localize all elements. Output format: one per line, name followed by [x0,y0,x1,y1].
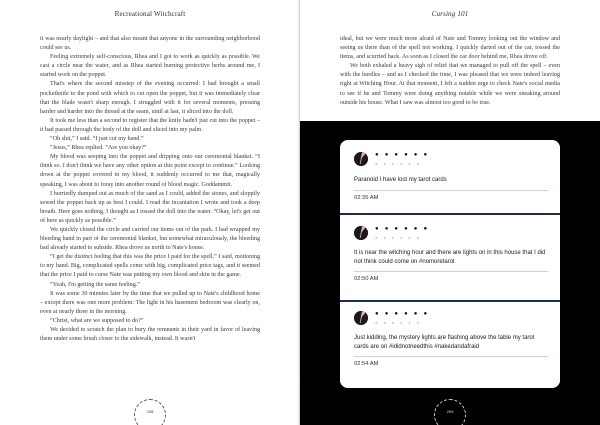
page-number: 209 [446,409,454,414]
body-text [340,35,560,108]
post-timestamp: 02:35 AM [354,195,379,201]
paragraph: It was some 30 minutes later by the time that we pulled up to Nate's childhood home – except there was one more problem: The light in his basement bedroom was clearly on, even at nearly three in the morning. [40,290,260,315]
paragraph: We both exhaled a heavy sigh of relief that we managed to pull off the spell – even with the hurdles – and as I checked the time, I was pleased that we were indeed leaving right at Witching Hour. At that moment, I felt a sudden urge to check Nate's social media to see if he and Tommy were doing anything notable while we were sneaking around outside his house. What I saw was almost too good to be true. [340,63,560,106]
paragraph: “Yeah, I'm getting the same feeling.” [50,281,140,288]
post-timestamp: 02:50 AM [354,276,379,282]
paragraph: I hurriedly dumped out as much of the sand as I could, added the stones, and sloppily sewed the poppet back up as best I could. I read the incantation I wrote and took a deep breath. Here goes nothing, I thought as I tossed the doll into the water. “Okay, let's get out of here as quickly as possible.” [40,190,260,224]
redacted-name: ● ● ● ● ● ● [375,311,430,317]
post-separator [340,213,560,215]
post-timestamp: 02:54 AM [354,361,379,367]
avatar-pie-icon [354,152,368,166]
post-separator [340,300,560,302]
post-text: It is near the witching hour and there are lights on in this house that I did not think could come on #nomoretarot [354,250,546,265]
post-divider [354,356,548,357]
running-head: Recreational Witchcraft [114,10,186,18]
paragraph: “Jesus,” Rhea replied. “Are you okay?” [50,145,147,152]
paragraph: We quickly closed the circle and carried our items out of the park. I had wrapped my bleeding hand in part of the ceremonial blanket, but somewhat miraculously, the bleeding had already started to subside. Rhea drove us north to Nate's house. [40,226,260,252]
post-text: Just kidding, the mystery lights are flashing above the table my tarot cards are on #ididnotneedthis #nakedandafraid [354,335,535,350]
paragraph: Feeling extremely self-conscious, Rhea and I got to work as quickly as possible. We cast a circle near the water, and as Rhea started burning protective herbs around me, I started work on the poppet. [40,54,260,79]
paragraph: That's where the second misstep of the evening occurred: I had brought a small pocketknife to the pond with which to cut open the poppet, but it was immediately clear that the blade wasn't sharp enough. I struggled with it for several moments, pressing harder and harder into the thread at the seam, until at last, it sliced into the doll. [40,81,260,115]
paragraph: ideal, but we were much more afraid of Nate and Tommy looking out the window and seeing us there than of the spell not working. I quickly darted out of the car, tossed the items, and scurried back. As soon as I closed the car door behind me, Rhea drove off. [340,36,560,61]
paragraph: My blood was seeping into the poppet and dripping onto our ceremonial blanket. “I think so. I don't think we have any other option at this point except to continue.” Looking down at the poppet covered in my blood, it suddenly occurred to me that, magically speaking, I was about to foray into another round of blood magic. Goddammit. [40,154,260,188]
redacted-handle: ● ● ● ● ● ● [375,320,422,325]
post-text: Paranoid I have lost my tarot cards [354,177,447,183]
paragraph: “I get the distinct feeling that this was the price I paid for the spell,” I said, motioning to my hand. Big, complicated spells come with big, complicated price tags, and it seemed that the price I paid to curse Nate was putting my own blood and skin in the game. [40,254,260,279]
right-page [300,0,600,425]
social-feed-screenshot [340,140,560,388]
running-head: Cursing 101 [431,10,469,18]
paragraph: it was nearly daylight – and that also meant that anyone in the surrounding neighborhood could see us. [40,36,260,52]
page-number: 208 [146,409,154,414]
redacted-name: ● ● ● ● ● ● [375,152,430,158]
social-post [340,304,560,388]
paragraph: We decided to scratch the plan to bury the remnants in their yard in favor of leaving them under some brush closer to the sidewalk, instead. It wasn't [40,327,260,343]
redacted-handle: ● ● ● ● ● ● [375,161,422,166]
redacted-handle: ● ● ● ● ● ● [375,235,422,240]
paragraph: “Christ, what are we supposed to do?” [50,317,144,324]
body-text [40,35,260,344]
avatar-pie-icon [354,226,368,240]
social-post [340,217,560,297]
page-number-badge [434,399,466,425]
social-post [340,140,560,212]
page-number-badge [134,399,166,425]
paragraph: “Oh shit,” I said. “I just cut my hand.” [50,136,144,143]
redacted-name: ● ● ● ● ● ● [375,226,430,232]
paragraph: It took me less than a second to register that the knife hadn't just cut into the poppet – it had passed through the body of the doll and sliced into my palm. [40,117,260,133]
avatar-pie-icon [354,311,368,325]
post-divider [354,271,548,272]
post-divider [354,190,548,191]
